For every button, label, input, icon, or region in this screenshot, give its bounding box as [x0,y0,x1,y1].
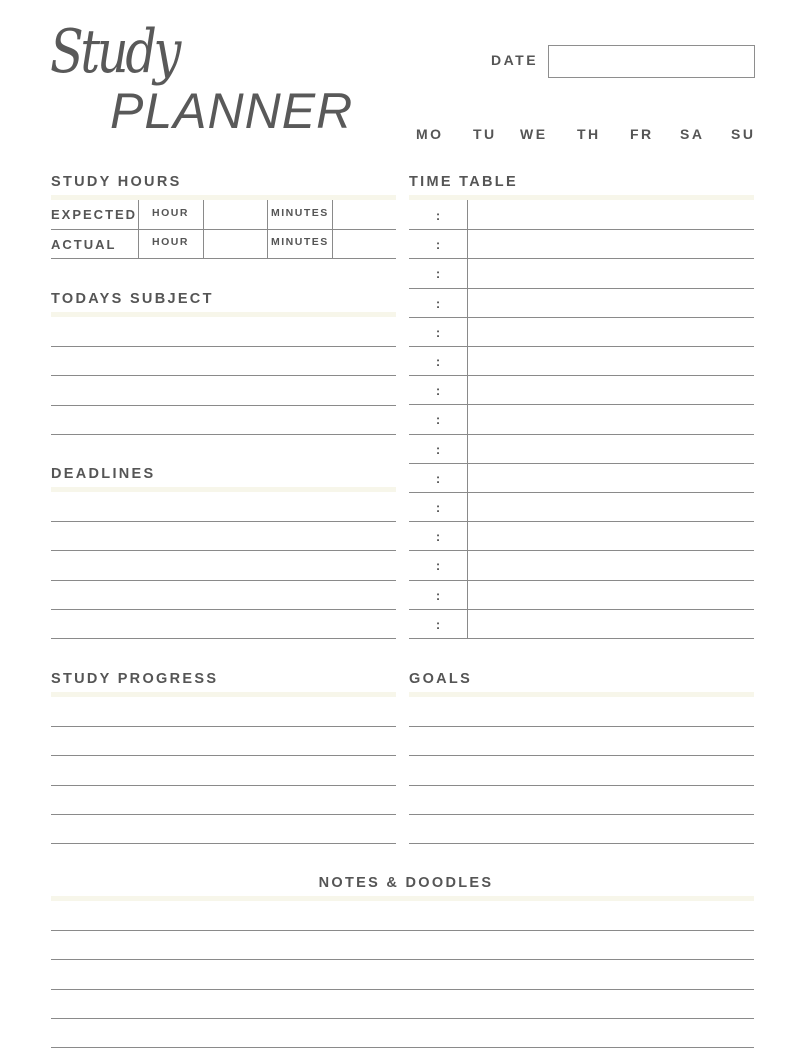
progress-line [51,785,396,786]
subject-field[interactable] [51,377,396,404]
time-separator: : [435,295,441,311]
time-slot-entry-field[interactable] [469,580,754,608]
progress-line [51,814,396,815]
time-separator: : [435,500,441,515]
deadline-field[interactable] [51,523,396,550]
deadlines-title-bar [51,487,396,492]
date-label: DATE [491,52,539,68]
study-hours-col-divider [203,200,204,258]
day-th[interactable]: TH [577,126,601,142]
time-slot-entry-field[interactable] [469,463,754,491]
notes-title: NOTES & DOODLES [318,875,494,891]
time-separator: : [435,266,441,282]
subject-field[interactable] [51,348,396,375]
note-field[interactable] [51,1020,754,1047]
note-field[interactable] [51,961,754,988]
study-progress-title: STUDY PROGRESS [51,671,219,687]
day-sa[interactable]: SA [680,126,705,142]
time-separator: : [435,354,441,369]
study-hours-title-bar [51,195,396,200]
subject-line [51,375,396,376]
progress-field[interactable] [51,787,396,814]
progress-field[interactable] [51,699,396,726]
goals-title-bar [409,692,754,697]
planner-title-study: Study [50,17,179,87]
day-mo[interactable]: MO [416,126,444,142]
note-field[interactable] [51,991,754,1018]
time-table-title: TIME TABLE [409,174,518,190]
goal-field[interactable] [409,816,754,843]
progress-line [51,726,396,727]
time-slot-entry-field[interactable] [469,288,754,316]
study-hours-divider [51,229,396,230]
time-slot-entry-field[interactable] [469,404,754,432]
progress-line [51,755,396,756]
progress-field[interactable] [51,816,396,843]
expected-minutes-field[interactable] [333,201,395,228]
study-hours-bottom-line [51,258,396,259]
time-slot-entry-field[interactable] [469,346,754,374]
time-slot-entry-field[interactable] [469,521,754,549]
note-line [51,1018,754,1019]
actual-hour-label: HOUR [152,236,189,248]
todays-subject-title: TODAYS SUBJECT [51,291,214,307]
deadlines-title: DEADLINES [51,466,156,482]
time-separator: : [435,208,441,223]
subject-field[interactable] [51,407,396,434]
time-slot-entry-field[interactable] [469,200,754,228]
actual-minutes-label: MINUTES [271,236,329,248]
time-table-col-divider [467,200,468,638]
deadline-line [51,521,396,522]
goal-line [409,726,754,727]
deadline-line [51,550,396,551]
expected-hour-field[interactable] [204,201,266,228]
subject-field[interactable] [51,319,396,346]
expected-label: EXPECTED [51,207,138,222]
actual-label: ACTUAL [51,237,117,252]
goal-field[interactable] [409,787,754,814]
note-line [51,989,754,990]
time-separator: : [435,470,441,486]
progress-field[interactable] [51,757,396,784]
study-hours-col-divider [267,200,268,258]
study-hours-col-divider [138,200,139,258]
deadline-line [51,609,396,610]
time-separator: : [435,441,441,457]
goal-field[interactable] [409,728,754,755]
time-separator: : [435,412,441,428]
goal-line [409,814,754,815]
expected-minutes-label: MINUTES [271,207,329,219]
goal-field[interactable] [409,757,754,784]
study-progress-title-bar [51,692,396,697]
note-line [51,959,754,960]
time-slot-entry-field[interactable] [469,258,754,286]
goal-line [409,755,754,756]
time-slot-entry-field[interactable] [469,492,754,520]
day-fr[interactable]: FR [630,126,654,142]
time-slot-entry-field[interactable] [469,609,754,637]
deadline-field[interactable] [51,582,396,609]
day-we[interactable]: WE [520,126,548,142]
progress-line [51,843,396,844]
time-separator: : [435,529,441,545]
study-hours-title: STUDY HOURS [51,174,182,190]
subject-line [51,405,396,406]
goal-line [409,843,754,844]
study-hours-col-divider [332,200,333,258]
goal-field[interactable] [409,699,754,726]
time-separator: : [435,587,441,603]
time-slot-entry-field[interactable] [469,434,754,462]
time-separator: : [435,558,441,574]
time-separator: : [435,324,441,340]
deadline-line [51,638,396,639]
progress-field[interactable] [51,728,396,755]
time-slot-entry-field[interactable] [469,550,754,578]
subject-line [51,434,396,435]
deadline-line [51,580,396,581]
note-field[interactable] [51,932,754,959]
day-su[interactable]: SU [731,126,756,142]
deadline-field[interactable] [51,611,396,638]
goals-title: GOALS [409,671,473,687]
actual-hour-field[interactable] [204,231,266,257]
time-slot-entry-field[interactable] [469,317,754,345]
time-slot-entry-field[interactable] [469,375,754,403]
time-separator: : [435,616,441,632]
day-tu[interactable]: TU [473,126,497,142]
date-field[interactable] [548,45,755,78]
time-separator: : [435,237,441,253]
notes-title-bar [51,896,754,901]
time-separator: : [435,383,441,399]
time-slot-line [409,638,754,639]
deadline-field[interactable] [51,552,396,579]
expected-hour-label: HOUR [152,207,189,219]
note-line [51,1047,754,1048]
deadline-field[interactable] [51,494,396,521]
planner-title-planner: PLANNER [110,83,354,139]
goal-line [409,785,754,786]
subject-line [51,346,396,347]
time-slot-entry-field[interactable] [469,229,754,257]
note-line [51,930,754,931]
todays-subject-title-bar [51,312,396,317]
actual-minutes-field[interactable] [333,231,395,257]
note-field[interactable] [51,903,754,930]
